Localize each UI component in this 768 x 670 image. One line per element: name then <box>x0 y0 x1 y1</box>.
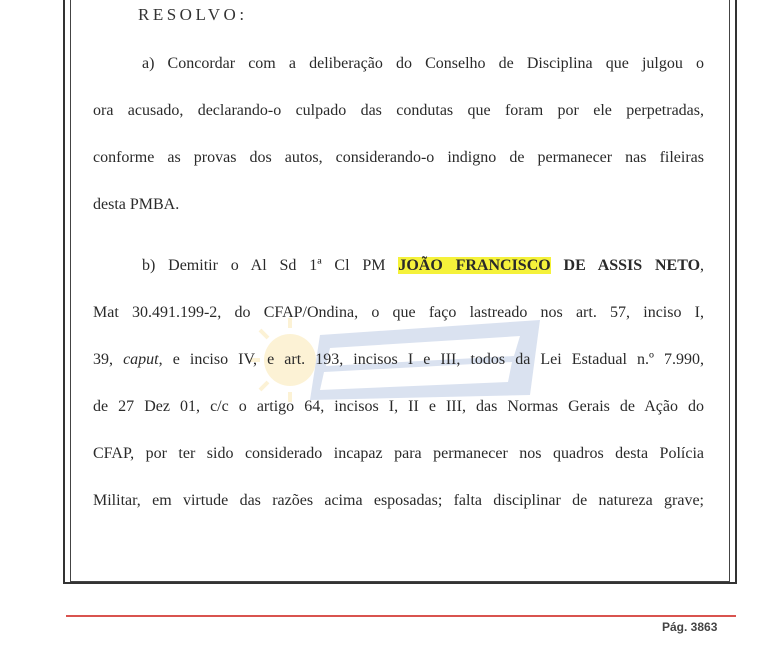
line3-prefix: 39, <box>93 351 113 368</box>
page-number: Pág. 3863 <box>662 620 718 634</box>
paragraph-b-line-3 <box>93 350 704 370</box>
paragraph-b-line-4: de 27 Dez 01, c/c o artigo 64, incisos I, II e III, das Normas Gerais de Ação do <box>93 398 704 415</box>
footer-rule <box>66 615 736 617</box>
line3-suffix: , e inciso IV, e art. 193, incisos I e III, todos da Lei Estadual n.º 7.990, <box>158 351 704 368</box>
name-comma: , <box>700 257 705 274</box>
name-rest: DE ASSIS NETO <box>563 257 701 274</box>
paragraph-b-prefix: b) Demitir o Al Sd 1ª Cl PM <box>142 257 386 274</box>
paragraph-b-line-2: Mat 30.491.199-2, do CFAP/Ondina, o que faço lastreado nos art. 57, inciso I, <box>93 304 704 321</box>
highlighted-name: JOÃO FRANCISCO <box>398 257 551 274</box>
paragraph-a-line-4: desta PMBA. <box>93 196 180 213</box>
caput-italic: caput <box>123 351 159 368</box>
paragraph-a-line-2: ora acusado, declarando-o culpado das condutas que foram por ele perpetradas, <box>93 102 704 119</box>
paragraph-b-line-5: CFAP, por ter sido considerado incapaz para permanecer nos quadros desta Polícia <box>93 445 704 462</box>
paragraph-a-line-1: a) Concordar com a deliberação do Conselho de Disciplina que julgou o <box>142 55 704 72</box>
paragraph-b-line-1 <box>142 256 704 276</box>
paragraph-a-line-3: conforme as provas dos autos, considerando-o indigno de permanecer nas fileiras <box>93 149 704 166</box>
resolvo-heading: RESOLVO: <box>138 5 248 24</box>
paragraph-b-line-6: Militar, em virtude das razões acima esposadas; falta disciplinar de natureza grave; <box>93 492 704 509</box>
